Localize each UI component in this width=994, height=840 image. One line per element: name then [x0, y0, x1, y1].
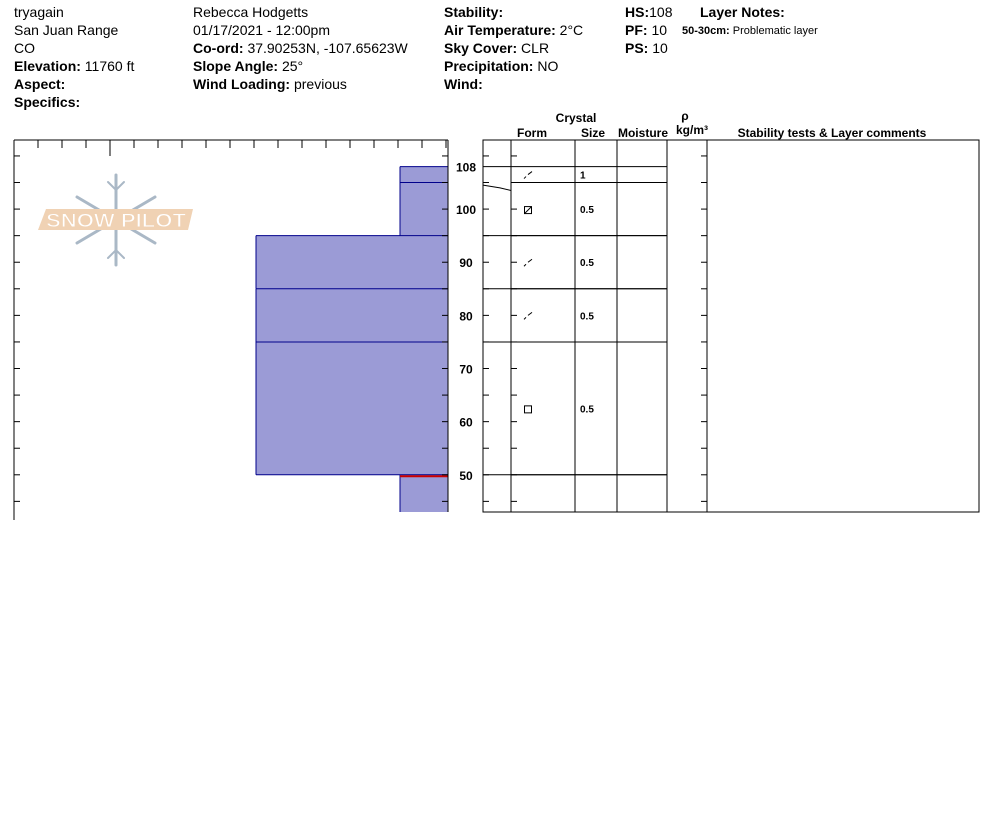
air-temp-value: 2°C: [559, 22, 584, 38]
logo-text: SNOW PILOT: [46, 211, 187, 232]
grain-size: 0.5: [580, 205, 594, 217]
crystal-header: Crystal: [555, 111, 597, 125]
density-unit-header: kg/m³: [675, 123, 709, 137]
depth-label: 80: [459, 309, 473, 324]
decomposing-fragments-icon: [524, 259, 532, 266]
depth-label: 60: [459, 415, 473, 430]
observer-name: Rebecca Hodgetts: [193, 4, 309, 20]
moisture-header: Moisture: [617, 126, 669, 140]
hardness-bar: [400, 475, 448, 512]
air-temp-label: Air Temperature:: [444, 22, 556, 38]
pf-value: 10: [651, 22, 668, 38]
decomposing-fragments-icon: [524, 172, 532, 179]
depth-label: 50: [459, 468, 473, 483]
ps-value: 10: [652, 40, 668, 56]
hs-value: 108: [649, 4, 673, 20]
decomposing-fragments-icon: [524, 312, 532, 319]
grain-size: 0.5: [580, 311, 594, 323]
layer-table-frame: [483, 140, 979, 512]
ps-label: PS:: [625, 40, 649, 56]
depth-label: 108: [455, 160, 477, 175]
precip-value: NO: [537, 58, 559, 74]
grain-size: 1: [580, 170, 586, 182]
hs-label: HS:: [625, 4, 650, 20]
layer-notes-label: Layer Notes:: [700, 4, 785, 20]
rounding-faceted-icon: [525, 207, 532, 214]
depth-label: 70: [459, 362, 473, 377]
rho-header: ρ: [681, 109, 689, 123]
layer-note-text: Problematic layer: [732, 25, 818, 37]
slope-label: Slope Angle:: [193, 58, 279, 74]
hardness-bar: [400, 167, 448, 183]
wind-loading-label: Wind Loading:: [193, 76, 291, 92]
specifics-label: Specifics:: [14, 94, 81, 110]
sky-value: CLR: [521, 40, 550, 56]
temperature-profile-line: [483, 185, 511, 190]
precip-label: Precipitation:: [444, 58, 534, 74]
hardness-bar: [256, 289, 448, 342]
observation-datetime: 01/17/2021 - 12:00pm: [193, 22, 330, 38]
hardness-bar: [256, 342, 448, 475]
size-header: Size: [580, 126, 606, 140]
grain-size: 0.5: [580, 404, 594, 416]
hardness-bar: [400, 183, 448, 236]
faceted-crystal-icon: [525, 406, 532, 413]
layer-note-range: 50-30cm:: [682, 25, 730, 37]
stability-comments-header: Stability tests & Layer comments: [737, 126, 927, 140]
depth-label: 100: [455, 203, 477, 218]
observer-id: tryagain: [14, 4, 64, 20]
snowpilot-logo: [38, 175, 193, 265]
coord-value: 37.90253N, -107.65623W: [247, 40, 408, 56]
aspect-label: Aspect:: [14, 76, 66, 92]
stability-label: Stability:: [444, 4, 504, 20]
hardness-bar: [256, 236, 448, 289]
grain-size: 0.5: [580, 258, 594, 270]
sky-label: Sky Cover:: [444, 40, 518, 56]
depth-label: 90: [459, 256, 473, 271]
form-header: Form: [517, 126, 547, 140]
mountain-range: San Juan Range: [14, 22, 119, 38]
state: CO: [14, 40, 35, 56]
coord-label: Co-ord:: [193, 40, 244, 56]
wind-loading-value: previous: [293, 76, 347, 92]
wind-label: Wind:: [444, 76, 483, 92]
pf-label: PF:: [625, 22, 648, 38]
elevation-value: 11760 ft: [84, 58, 135, 74]
elevation-label: Elevation:: [14, 58, 81, 74]
slope-value: 25°: [281, 58, 304, 74]
